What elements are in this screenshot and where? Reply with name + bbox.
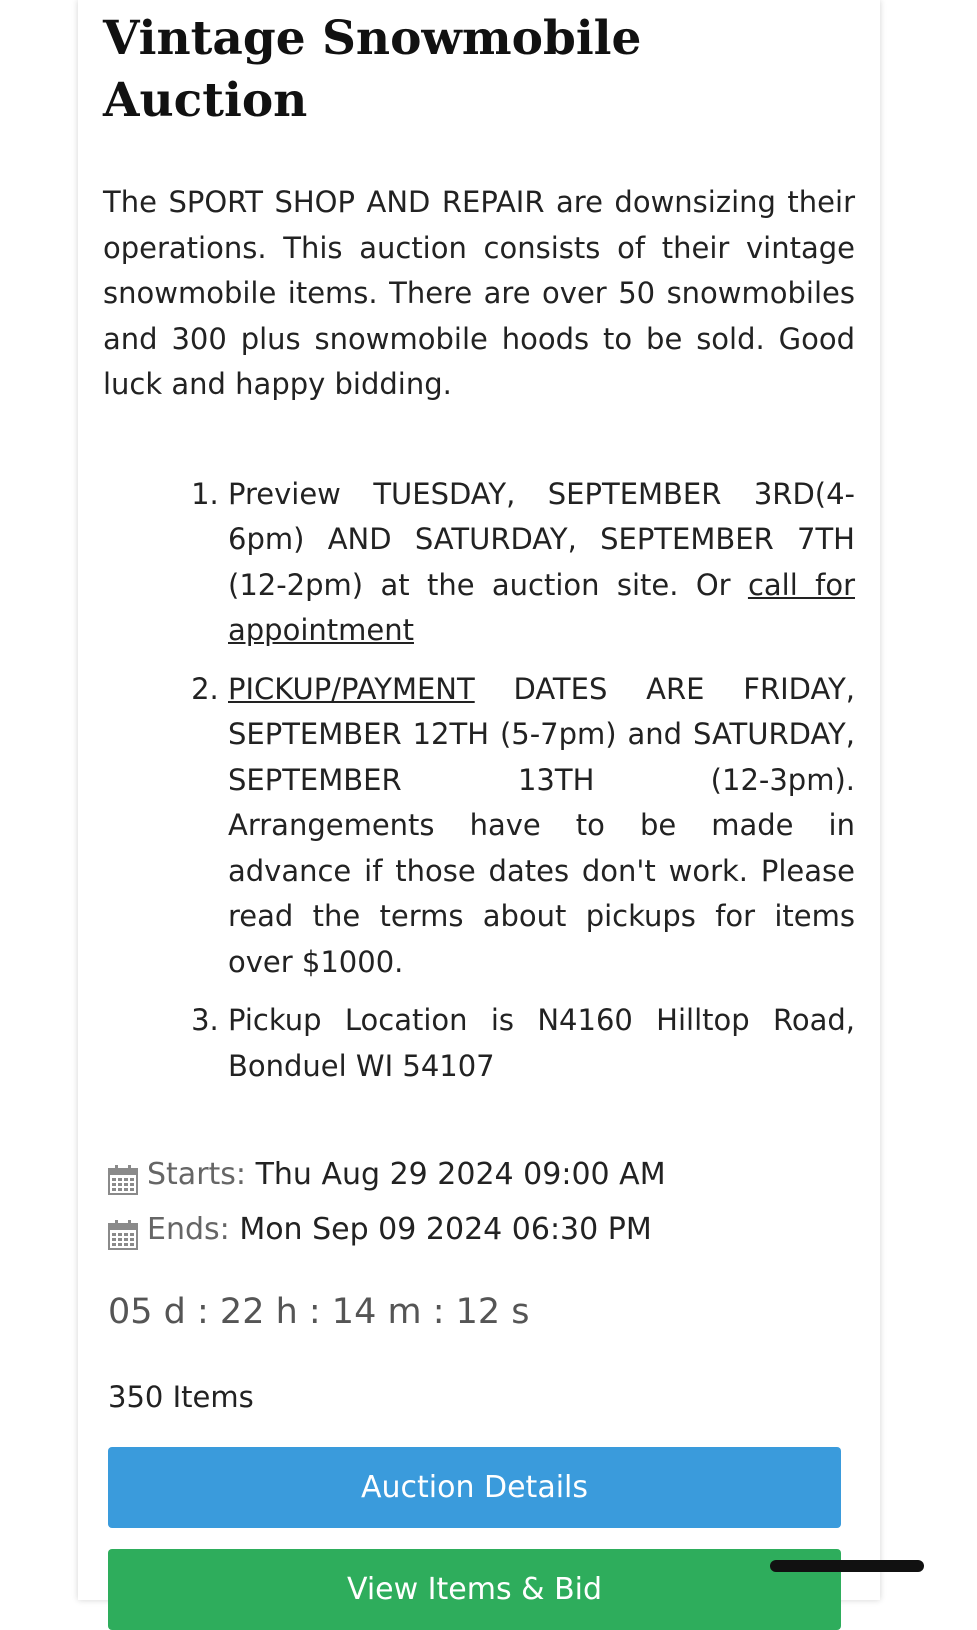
- home-indicator: [770, 1560, 924, 1572]
- pickup-payment-link[interactable]: PICKUP/PAYMENT: [228, 671, 475, 706]
- items-count: 350 Items: [108, 1380, 254, 1414]
- list-item-pickup-dates: [228, 667, 855, 986]
- preview-text: Preview TUESDAY, SEPTEMBER 3RD(4-6pm) AND SATURDAY, SEPTEMBER 7TH (12-2pm) at the auction site. Or: [228, 476, 855, 602]
- starts-value: Thu Aug 29 2024 09:00 AM: [255, 1157, 666, 1192]
- starts-row: Starts : Thu Aug 29 2024 09:00 AM: [107, 1147, 855, 1202]
- ends-row: Ends : Mon Sep 09 2024 06:30 PM: [107, 1202, 855, 1257]
- pickup-location-text: Pickup Location is N4160 Hilltop Road, Bonduel WI 54107: [228, 1003, 855, 1083]
- ends-value: Mon Sep 09 2024 06:30 PM: [239, 1212, 652, 1247]
- list-item-preview: [228, 472, 855, 654]
- calendar-icon: [107, 1214, 139, 1246]
- pickup-dates-text: DATES ARE FRIDAY, SEPTEMBER 12TH (5-7pm) and SATURDAY, SEPTEMBER 13TH (12-3pm). Arrangements have to be made in advance if those dates don't work. Please read the terms about pickups for items over $1000.: [228, 671, 855, 979]
- auction-card: [78, 0, 880, 1607]
- auction-info-list: [103, 472, 855, 1090]
- auction-details-button[interactable]: Auction Details: [108, 1447, 841, 1528]
- list-item-pickup-location: [228, 998, 855, 1089]
- view-items-bid-button[interactable]: View Items & Bid: [108, 1549, 841, 1630]
- calendar-icon: [107, 1159, 139, 1191]
- auction-dates: [107, 1147, 855, 1257]
- auction-title: Vintage Snowmobile Auction: [103, 11, 642, 128]
- countdown-timer: 05 d : 22 h : 14 m : 12 s: [108, 1292, 530, 1332]
- ends-label: Ends: [147, 1212, 220, 1247]
- call-for-appointment-link[interactable]: call for appointment: [228, 567, 855, 647]
- starts-label: Starts: [147, 1157, 236, 1192]
- auction-description: The SPORT SHOP AND REPAIR are downsizing their operations. This auction consists of their vintage snowmobile items. There are over 50 snowmobiles and 300 plus snowmobile hoods to be sold. Good luck and happy bidding.: [103, 185, 855, 401]
